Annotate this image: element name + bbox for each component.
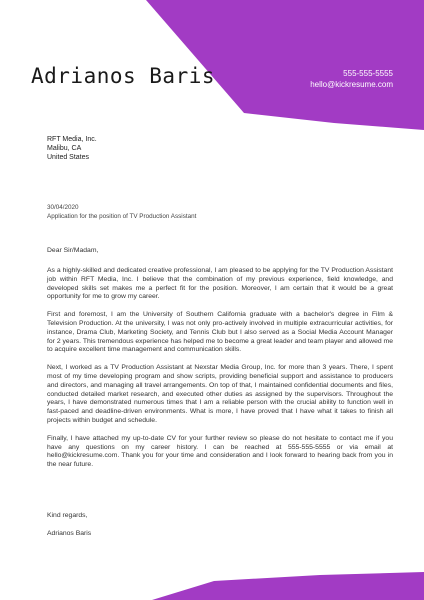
- body-paragraph-experience: Next, I worked as a TV Production Assistant at Nexstar Media Group, Inc. for more than 3 years. There, I spent most of my time developing program and show scripts, providing beneficial support and assistance to producers and directors, and managing all travel arrangements. On top of that, I maintained confidential documents and files, conducted detailed market research, and executed other duties as assigned by the supervisors. Throughout the years, I have demonstrated numerous times that I am a reliable person with the crucial ability to function well in fast-paced and deadline-driven environments. What is more, I have proved that I have what it takes to finish all projects within budget and schedule.: [47, 364, 393, 425]
- recipient-address: [47, 135, 97, 162]
- letter-date: 30/04/2020: [47, 204, 79, 211]
- contact-phone: 555-555-5555: [343, 69, 393, 78]
- recipient-city: Malibu, CA: [47, 145, 82, 152]
- contact-email: hello@kickresume.com: [310, 80, 393, 89]
- bottom-accent-polygon: [152, 572, 424, 600]
- letter-subject: Application for the position of TV Production Assistant: [47, 213, 197, 220]
- recipient-company: RFT Media, Inc.: [47, 136, 97, 143]
- salutation: Dear Sir/Madam,: [47, 247, 99, 254]
- date-and-subject: [47, 203, 196, 221]
- letter-closing: [47, 511, 91, 538]
- closing-phrase: Kind regards,: [47, 512, 88, 519]
- letter-body: [47, 247, 393, 479]
- recipient-country: United States: [47, 154, 90, 161]
- body-paragraph-intro: As a highly-skilled and dedicated creative professional, I am pleased to be applying for the TV Production Assistant job within RFT Media, Inc. I believe that the combination of my previous experience, field knowledge, and developed skills set makes me a perfect fit for the position. Moreover, I am certain that it would be a great opportunity for me to grow my career.: [47, 266, 393, 301]
- signature-name: Adrianos Baris: [47, 530, 92, 537]
- body-paragraph-education: First and foremost, I am the University of Southern California graduate with a bachelor's degree in Film & Television Production. At the university, I was not only pro-actively involved in multiple extracurricular activities, for instance, Drama Club, Marketing Society, and Tennis Club but I also served as a Social Media Account Manager for 2 years. This tremendous experience has helped me to become a great leader and team player and allowed me to acquire excellent time management and communication skills.: [47, 311, 393, 354]
- applicant-name: Adrianos Baris: [31, 64, 216, 88]
- contact-block: [310, 68, 393, 90]
- body-paragraph-closing: Finally, I have attached my up-to-date CV for your further review so please do not hesitate to contact me if you have any questions on my career history. I can be reached at 555-555-5555 or via email at hello@kickresume.com. Thank you for your time and consideration and I look forward to hearing back from you in the near future.: [47, 434, 393, 469]
